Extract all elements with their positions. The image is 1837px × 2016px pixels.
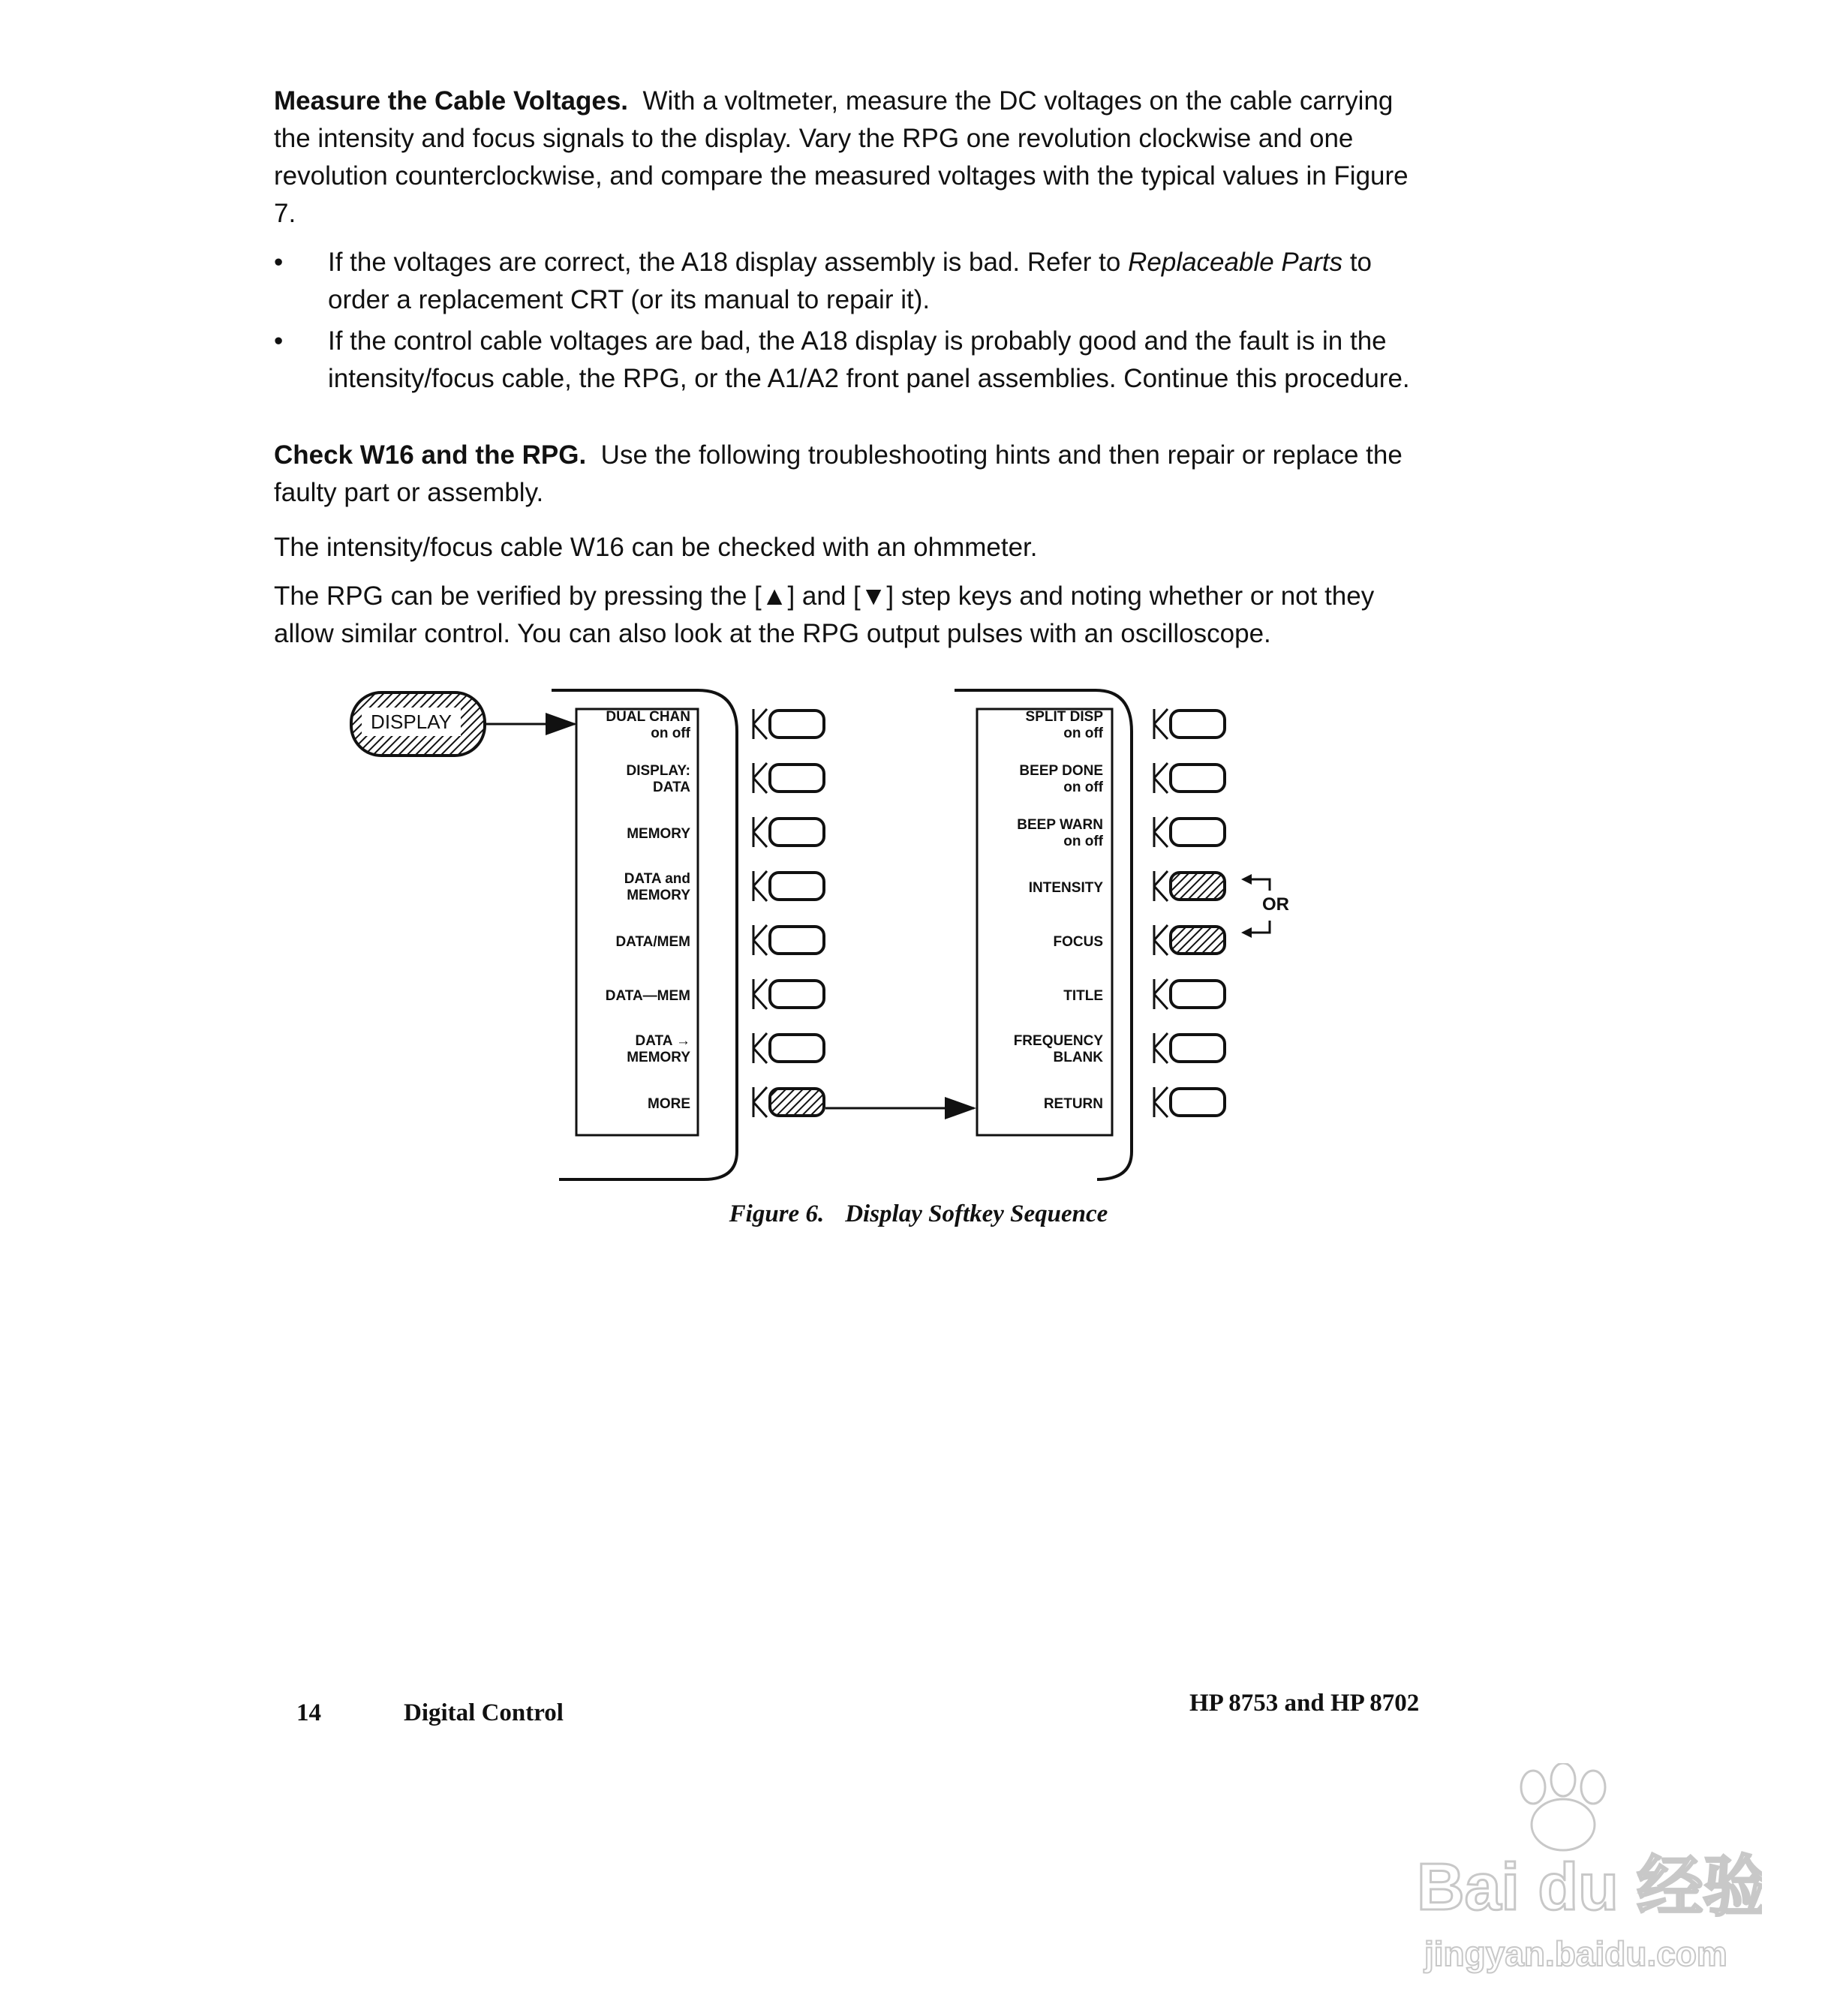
right-menu-sublabel-0: on off [1063, 726, 1103, 741]
right-menu-label-7: RETURN [1043, 1096, 1103, 1112]
left-menu-pointer-icon-2 [753, 817, 767, 847]
left-menu-softkey-1 [770, 765, 824, 792]
check-heading: Check W16 and the RPG. [274, 440, 587, 470]
baidu-watermark-svg [1409, 1763, 1762, 1981]
page-number: 14 [296, 1699, 321, 1726]
left-menu-sublabel-6: MEMORY [627, 1050, 690, 1065]
left-menu-sublabel-1: DATA [653, 780, 690, 795]
left-menu-pointer-icon-1 [753, 763, 767, 793]
right-menu-label-4: FOCUS [1053, 934, 1103, 950]
right-menu-label-0: SPLIT DISP [1025, 709, 1103, 725]
right-menu-pointer-icon-1 [1154, 763, 1168, 793]
right-menu-pointer-icon-3 [1154, 871, 1168, 901]
left-menu-softkey-7 [770, 1089, 824, 1116]
display-hardkey-label: DISPLAY [371, 711, 452, 733]
right-menu-pointer-icon-5 [1154, 979, 1168, 1009]
figure-caption [0, 1200, 1837, 1228]
bullet-voltages-bad [274, 323, 1422, 398]
figure-caption-label: Figure 6. [729, 1200, 825, 1227]
footer-section: Digital Control [404, 1699, 564, 1726]
watermark-url: jingyan.baidu.com [1424, 1934, 1727, 1973]
measure-paragraph [274, 83, 1422, 233]
left-menu-label-1: DISPLAY: [626, 763, 690, 779]
left-menu-label-5: DATA—MEM [605, 988, 690, 1004]
left-menu-pointer-icon-7 [753, 1087, 767, 1117]
bullet-voltages-correct [274, 244, 1422, 319]
right-menu-softkey-6 [1171, 1035, 1225, 1062]
cable-text: The intensity/focus cable W16 can be checked with an ohmmeter. [274, 533, 1038, 562]
left-menu-softkey-3 [770, 873, 824, 900]
left-menu-pointer-icon-0 [753, 709, 767, 739]
check-body: Use the following troubleshooting hints and then repair or replace the faulty part or assembly. [274, 440, 1403, 507]
softkey-diagram [338, 679, 1321, 1227]
softkey-diagram-svg [338, 679, 1321, 1227]
check-paragraph [274, 437, 1422, 512]
left-menu-label-0: DUAL CHAN [606, 709, 690, 725]
paw-logo-icon [1521, 1763, 1605, 1850]
watermark-brand: Bai du 经验 [1417, 1849, 1762, 1924]
left-menu-label-6: DATA → [635, 1033, 690, 1049]
rpg-text-c: ] step keys and noting whether or not they allow similar control. You can also look at the RPG output pulses with an oscilloscope. [274, 581, 1375, 648]
measure-body: With a voltmeter, measure the DC voltages on the cable carrying the intensity and focus signals to the display. Vary the RPG one revolution clockwise and one revolution counterclockwise, and compare the measured voltages with the typical values in Figure 7. [274, 86, 1409, 228]
or-bracket-top [1252, 879, 1270, 891]
right-menu-softkey-2 [1171, 819, 1225, 846]
right-menu-pointer-icon-7 [1154, 1087, 1168, 1117]
rpg-paragraph [274, 578, 1422, 653]
footer-model: HP 8753 and HP 8702 [1189, 1690, 1420, 1717]
left-menu-label-4: DATA/MEM [615, 934, 690, 950]
left-menu-sublabel-3: MEMORY [627, 888, 690, 903]
down-arrow-icon: ▼ [860, 581, 887, 611]
right-menu-label-3: INTENSITY [1028, 880, 1103, 896]
left-menu-softkey-5 [770, 981, 824, 1008]
right-menu-label-5: TITLE [1063, 988, 1103, 1004]
right-menu-softkey-0 [1171, 711, 1225, 738]
intensity-pointer-icon [1241, 874, 1252, 885]
rpg-text-b: ] and [ [787, 581, 861, 611]
right-menu-label-1: BEEP DONE [1019, 763, 1103, 779]
right-menu-sublabel-6: BLANK [1053, 1050, 1103, 1065]
right-menu-softkey-3 [1171, 873, 1225, 900]
right-menu-label-6: FREQUENCY [1013, 1033, 1103, 1049]
left-menu-label-2: MEMORY [627, 826, 690, 842]
left-menu-softkey-4 [770, 927, 824, 954]
right-menu-softkey-4 [1171, 927, 1225, 954]
right-menu-pointer-icon-0 [1154, 709, 1168, 739]
right-menu-sublabel-1: on off [1063, 780, 1103, 795]
left-menu-pointer-icon-4 [753, 925, 767, 955]
right-menu-softkey-5 [1171, 981, 1225, 1008]
right-menu-pointer-icon-2 [1154, 817, 1168, 847]
measure-heading: Measure the Cable Voltages. [274, 86, 629, 116]
left-menu-label-3: DATA and [624, 871, 690, 887]
bullet1-replaceable-parts: Replaceable Parts [1128, 248, 1343, 277]
left-menu-pointer-icon-5 [753, 979, 767, 1009]
bullet2-text: If the control cable voltages are bad, the A18 display is probably good and the fault is in the intensity/focus cable, the RPG, or the A1/A2 front panel assemblies. Continue this procedure. [328, 326, 1410, 393]
bullet-mark: • [274, 326, 284, 356]
right-menu-softkey-7 [1171, 1089, 1225, 1116]
baidu-watermark [1409, 1763, 1762, 1981]
right-menu-label-2: BEEP WARN [1017, 817, 1103, 833]
left-menu-softkey-0 [770, 711, 824, 738]
figure-caption-title: Display Softkey Sequence [845, 1200, 1108, 1227]
or-label: OR [1262, 894, 1289, 915]
bullet1-text-b: to order a replacement CRT (or its manual to repair it). [328, 248, 1372, 314]
left-menu-softkey-6 [770, 1035, 824, 1062]
bullet-mark: • [274, 248, 284, 277]
left-menu-pointer-icon-6 [753, 1033, 767, 1063]
left-menu-softkey-2 [770, 819, 824, 846]
left-menu-label-7: MORE [648, 1096, 690, 1112]
up-arrow-icon: ▲ [761, 581, 788, 611]
focus-pointer-icon [1241, 927, 1252, 938]
cable-paragraph [274, 529, 1422, 566]
rpg-text-a: The RPG can be verified by pressing the [ [274, 581, 762, 611]
left-menu-pointer-icon-3 [753, 871, 767, 901]
right-menu-pointer-icon-4 [1154, 925, 1168, 955]
left-menu-sublabel-0: on off [651, 726, 690, 741]
right-menu-softkey-1 [1171, 765, 1225, 792]
bullet1-text-a: If the voltages are correct, the A18 display assembly is bad. Refer to [328, 248, 1129, 277]
or-bracket-bottom [1252, 921, 1270, 933]
right-menu-sublabel-2: on off [1063, 834, 1103, 849]
right-menu-pointer-icon-6 [1154, 1033, 1168, 1063]
